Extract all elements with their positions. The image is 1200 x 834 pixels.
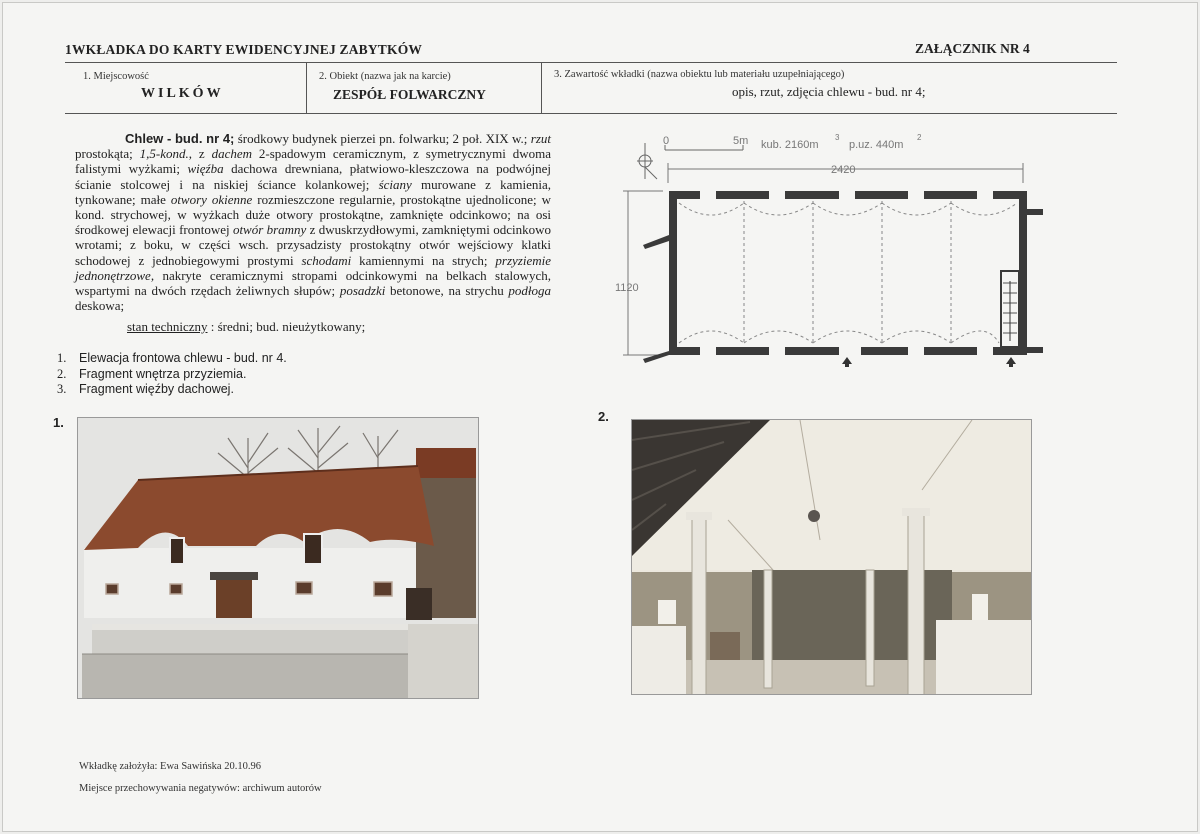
document-sheet xyxy=(2,2,1198,832)
object-value: ZESPÓŁ FOLWARCZNY xyxy=(333,87,486,102)
table-top-rule xyxy=(65,62,1117,63)
volume-label: kub. 2160m xyxy=(761,139,819,151)
building-description: Chlew - bud. nr 4; środkowy budynek pierzei pn. folwarku; 2 poł. XIX w.; rzut prostokąta; 1,5-kond., z dachem 2-spadowym ceramicznym, z symetrycznymi dwoma falistymi wyżkami; więźba dachowa drewniana, płatwiowo-kleszczowa na podwójnej ścianie stolcowej i na niskiej ściance kolankowej; ściany murowane z kamienia, tynkowane; małe otwory okienne rozmieszczone regularnie, prostokątne ujednolicone; w kond. strychowej, w wyżkach duże otwory prostokątne, zamknięte odcinkowo; na osi środkowej elewacji frontowej otwór bramny z dwuskrzydłowymi, zamkniętymi odcinkowo wrotami; z boku, w części wsch. przysadzisty prostokątny otwór wejściowy klatki schodowej z jednobiegowymi prostymi schodami kamiennymi na strych; przyziemie jednonętrzowe, nakryte ceramicznymi stropami odcinkowymi na belkach stalowych, wspartymi na dwóch rzędach żeliwnych słupów; posadzki betonowe, na strychu podłoga deskowa; xyxy=(75,131,552,314)
photo-interior xyxy=(631,419,1032,695)
table-divider-2 xyxy=(541,63,542,113)
photo-front-elevation xyxy=(77,417,479,699)
scale-five: 5m xyxy=(733,135,749,147)
locality-value: WILKÓW xyxy=(141,86,224,101)
condition-label: stan techniczny xyxy=(127,319,208,334)
svg-text:2: 2 xyxy=(917,133,922,142)
staircase-symbol xyxy=(1001,271,1019,347)
photo-1-number: 1. xyxy=(53,415,64,430)
table-bottom-rule xyxy=(65,113,1117,114)
photo-2-number: 2. xyxy=(598,409,609,424)
caption-item: 2. Fragment wnętrza przyziemia. xyxy=(57,366,247,381)
north-arrow-icon xyxy=(637,143,657,179)
condition-value: : średni; bud. nieużytkowany; xyxy=(207,319,366,334)
table-divider-1 xyxy=(306,63,307,113)
scale-zero: 0 xyxy=(663,135,670,147)
svg-text:3: 3 xyxy=(835,133,840,142)
document-title: 1WKŁADKA DO KARTY EWIDENCYJNEJ ZABYTKÓW xyxy=(65,42,423,57)
technical-condition xyxy=(127,319,365,335)
content-value: opis, rzut, zdjęcia chlewu - bud. nr 4; xyxy=(732,84,926,99)
photo-captions xyxy=(57,351,287,398)
caption-item: 1. Elewacja frontowa chlewu - bud. nr 4. xyxy=(57,351,287,365)
content-label: 3. Zawartość wkładki (nazwa obiektu lub materiału uzupełniającego) xyxy=(554,69,845,80)
entrance-arrow-icon xyxy=(842,357,1016,367)
footer-storage: Miejsce przechowywania negatywów: archiwum autorów xyxy=(79,783,322,794)
locality-label: 1. Miejscowość xyxy=(83,71,149,82)
area-label: p.uz. 440m xyxy=(849,139,904,151)
width-dimension: 2420 xyxy=(831,164,856,176)
attachment-number: ZAŁĄCZNIK NR 4 xyxy=(915,41,1030,56)
object-label: 2. Obiekt (nazwa jak na karcie) xyxy=(319,71,451,82)
footer-author: Wkładkę założyła: Ewa Sawińska 20.10.96 xyxy=(79,761,261,772)
floor-plan xyxy=(603,123,1063,373)
description-lead: Chlew - bud. nr 4; xyxy=(125,131,235,146)
depth-dimension: 1120 xyxy=(615,282,639,294)
caption-item: 3. Fragment więźby dachowej. xyxy=(57,382,234,396)
